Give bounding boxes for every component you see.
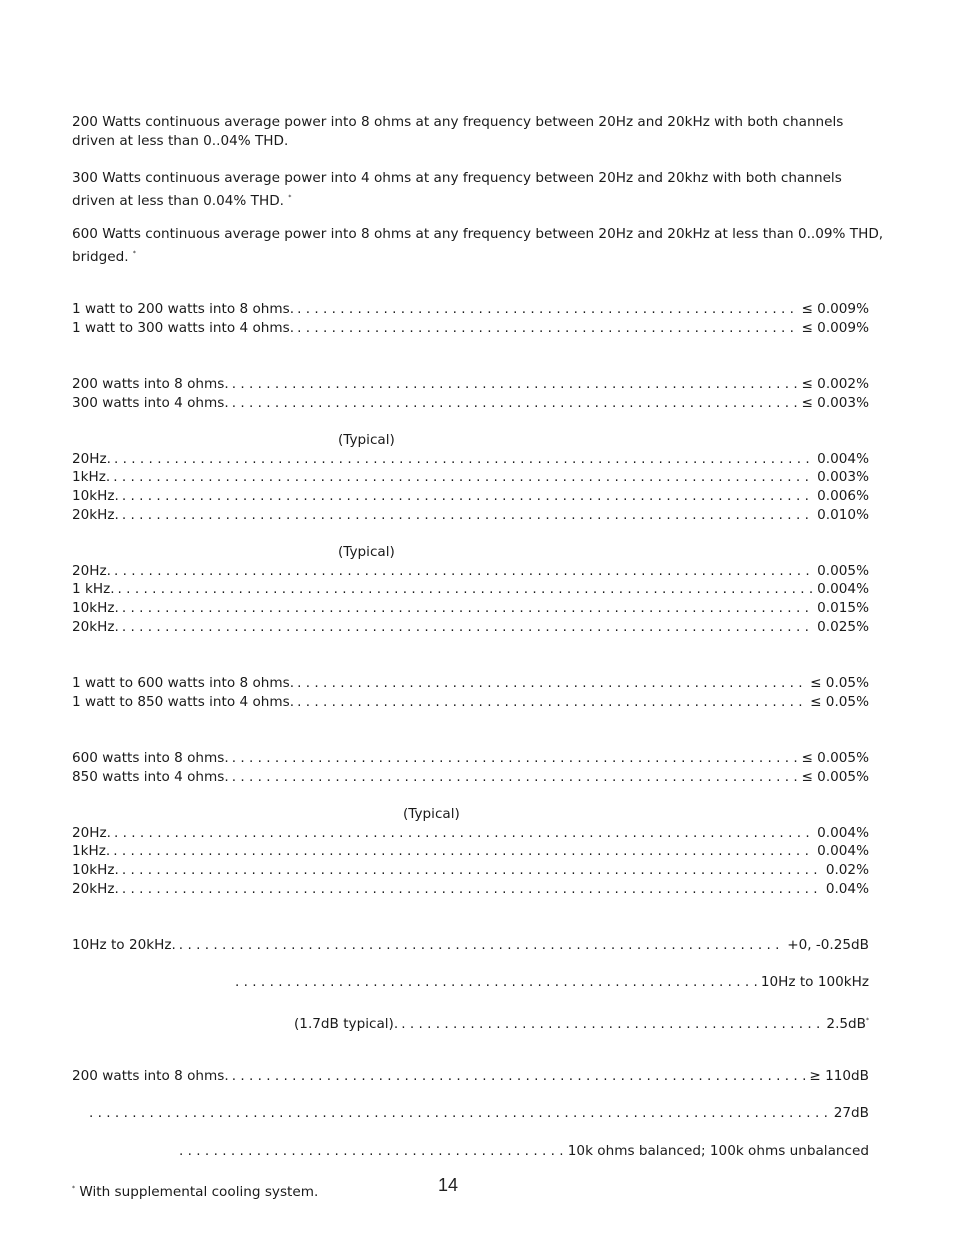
spec-row [72,824,869,843]
dot-leader [235,973,758,992]
spec-row [86,1104,869,1123]
spec-row [72,375,869,394]
spec-label: 20kHz. [72,619,119,635]
spec-value: ≤ 0.003% [801,395,869,411]
dot-leader [232,1067,807,1086]
footnote [72,1179,318,1202]
spec-row [72,693,869,712]
dot-leader [114,562,814,581]
asterisk-mark: * [866,1017,869,1024]
spec-label: 20Hz. [72,451,111,467]
dot-leader [297,693,807,712]
spec-label: 200 watts into 8 ohms. [72,376,229,392]
dot-leader [122,506,814,525]
dot-leader [297,674,807,693]
spec-row [72,842,869,861]
dot-leader [113,842,814,861]
spec-label: 850 watts into 4 ohms. [72,769,229,785]
spec-label: 1 watt to 600 watts into 8 ohms. [72,675,295,691]
spec-label: 600 watts into 8 ohms. [72,750,229,766]
spec-row [72,506,869,525]
spec-row [72,394,869,413]
asterisk-mark: * [288,194,292,201]
spec-value: ≤ 0.05% [810,694,869,710]
spec-value: 0.04% [825,881,869,897]
spec-row [176,1142,869,1161]
intro-line-2b-text: driven at less than 0.04% THD. [72,193,284,209]
spec-row [72,300,869,319]
spec-label: 20kHz. [72,881,119,897]
spec-label: 1 watt to 300 watts into 4 ohms. [72,320,295,336]
spec-row [72,768,869,787]
intro-line-2b [72,188,291,211]
spec-value: 0.003% [817,469,869,485]
dot-leader [232,394,799,413]
spec-value: 0.004% [817,825,869,841]
spec-value: +0, -0.25dB [787,937,869,953]
asterisk-mark: * [72,1185,75,1192]
spec-row [72,674,869,693]
intro-line-3a: 600 Watts continuous average power into 8 ohms at any frequency between 20Hz and 20kHz at less than 0..09% THD, [72,226,884,242]
spec-value: ≤ 0.005% [801,750,869,766]
spec-row [72,749,869,768]
spec-row [294,1011,869,1030]
typical-label: (Typical) [338,432,395,448]
spec-row [72,618,869,637]
dot-leader [122,618,814,637]
spec-value: 0.004% [817,843,869,859]
footnote-text: With supplemental cooling system. [79,1184,319,1200]
spec-value: ≤ 0.002% [801,376,869,392]
spec-label: 10Hz to 20kHz. [72,937,176,953]
spec-value: ≤ 0.009% [801,320,869,336]
spec-value: ≤ 0.05% [810,675,869,691]
spec-row [72,562,869,581]
spec-value: 0.004% [817,451,869,467]
spec-row [72,861,869,880]
dot-leader [122,880,823,899]
spec-value: 10k ohms balanced; 100k ohms unbalanced [567,1143,869,1159]
spec-label: 1 kHz. [72,581,115,597]
spec-label: 10kHz. [72,600,119,616]
spec-value: 0.010% [817,507,869,523]
intro-line-1b: driven at less than 0..04% THD. [72,133,289,149]
dot-leader [232,768,799,787]
dot-leader [297,300,798,319]
spec-value: 0.005% [817,563,869,579]
dot-leader [297,319,798,338]
asterisk-mark: * [132,250,136,257]
spec-value: 27dB [833,1105,869,1121]
spec-label: 200 watts into 8 ohms. [72,1068,229,1084]
dot-leader [232,375,799,394]
spec-row [72,599,869,618]
spec-value: 0.004% [817,581,869,597]
spec-value: 2.5dB [826,1016,866,1032]
spec-row [72,468,869,487]
spec-label: 300 watts into 4 ohms. [72,395,229,411]
spec-value: 0.025% [817,619,869,635]
spec-row [72,936,869,955]
spec-label: 10kHz. [72,488,119,504]
spec-value: 0.02% [825,862,869,878]
dot-leader [232,749,799,768]
spec-label: 1kHz. [72,843,111,859]
spec-label: 20Hz. [72,563,111,579]
spec-value: ≥ 110dB [809,1068,869,1084]
spec-row [72,880,869,899]
dot-leader [118,580,815,599]
spec-label: 20kHz. [72,507,119,523]
dot-leader [122,487,814,506]
intro-line-3b [72,244,136,267]
spec-value: ≤ 0.009% [801,301,869,317]
spec-row [72,487,869,506]
spec-label: 1 watt to 200 watts into 8 ohms. [72,301,295,317]
intro-line-3b-text: bridged. [72,249,129,265]
dot-leader [179,1142,565,1161]
page-number: 14 [438,1175,459,1195]
dot-leader [114,450,814,469]
intro-line-1a: 200 Watts continuous average power into 8 ohms at any frequency between 20Hz and 20kHz with both channels [72,114,844,130]
dot-leader [89,1104,831,1123]
spec-row [72,450,869,469]
spec-label: 1kHz. [72,469,111,485]
spec-label: 20Hz. [72,825,111,841]
dot-leader [401,1015,823,1034]
spec-row [232,973,869,992]
dot-leader [179,936,784,955]
spec-value: 10Hz to 100kHz [760,974,869,990]
intro-line-2a: 300 Watts continuous average power into 4 ohms at any frequency between 20Hz and 20khz with both channels [72,170,842,186]
dot-leader [122,861,823,880]
spec-row [72,319,869,338]
spec-row [72,580,869,599]
spec-value-wrap [826,1011,869,1034]
dot-leader [113,468,814,487]
spec-value: 0.015% [817,600,869,616]
spec-value: ≤ 0.005% [801,769,869,785]
spec-label: (1.7dB typical). [294,1016,399,1032]
dot-leader [122,599,814,618]
spec-label: 10kHz. [72,862,119,878]
typical-label: (Typical) [338,544,395,560]
typical-label: (Typical) [403,806,460,822]
spec-row [72,1067,869,1086]
spec-label: 1 watt to 850 watts into 4 ohms. [72,694,295,710]
dot-leader [114,824,814,843]
spec-value: 0.006% [817,488,869,504]
